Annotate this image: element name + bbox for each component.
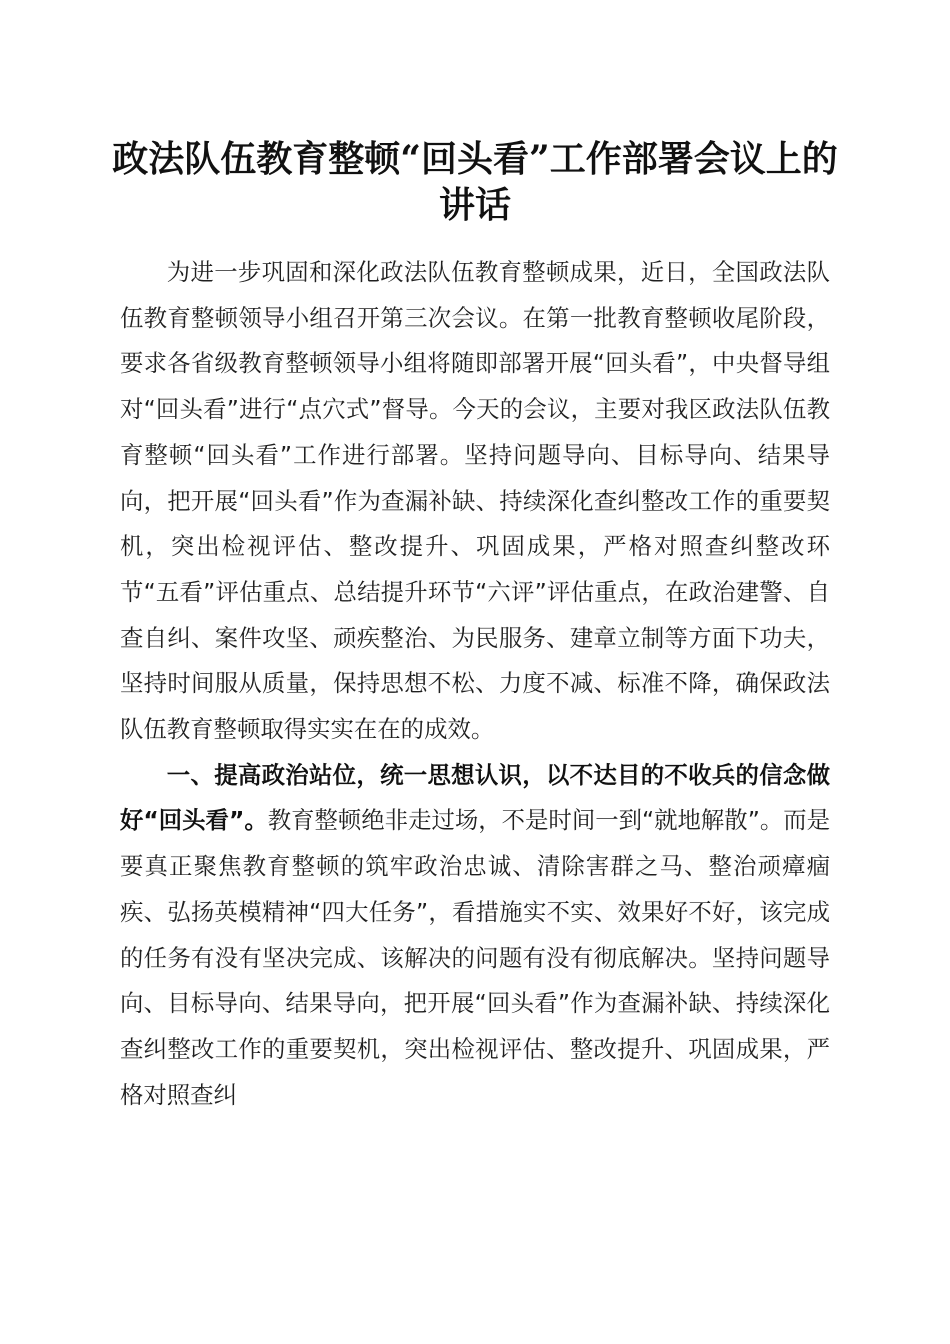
section-one-heading: 一、提高政治站位，统一思想认识，以不达目的不收兵的信念做好“回头看”。	[120, 760, 830, 835]
document-body	[120, 250, 830, 1118]
section-one-body: 教育整顿绝非走过场，不是时间一到“就地解散”。而是要真正聚焦教育整顿的筑牢政治忠诚、清除害群之马、整治顽瘴痼疾、弘扬英模精神“四大任务”，看措施实不实、效果好不好，该完成的任务有没有坚决完成、该解决的问题有没有彻底解决。坚持问题导向、目标导向、结果导向，把开展“回头看”作为查漏补缺、持续深化查纠整改工作的重要契机，突出检视评估、整改提升、巩固成果，严格对照查纠	[120, 806, 830, 1109]
intro-paragraph: 为进一步巩固和深化政法队伍教育整顿成果，近日，全国政法队伍教育整顿领导小组召开第三次会议。在第一批教育整顿收尾阶段，要求各省级教育整顿领导小组将随即部署开展“回头看”，中央督导组对“回头看”进行“点穴式”督导。今天的会议，主要对我区政法队伍教育整顿“回头看”工作进行部署。坚持问题导向、目标导向、结果导向，把开展“回头看”作为查漏补缺、持续深化查纠整改工作的重要契机，突出检视评估、整改提升、巩固成果，严格对照查纠整改环节“五看”评估重点、总结提升环节“六评”评估重点，在政治建警、自查自纠、案件攻坚、顽疾整治、为民服务、建章立制等方面下功夫，坚持时间服从质量，保持思想不松、力度不减、标准不降，确保政法队伍教育整顿取得实实在在的成效。	[120, 258, 830, 744]
document-title: 政法队伍教育整顿“回头看”工作部署会议上的讲话	[112, 138, 838, 226]
section-one-paragraph	[120, 753, 830, 1119]
